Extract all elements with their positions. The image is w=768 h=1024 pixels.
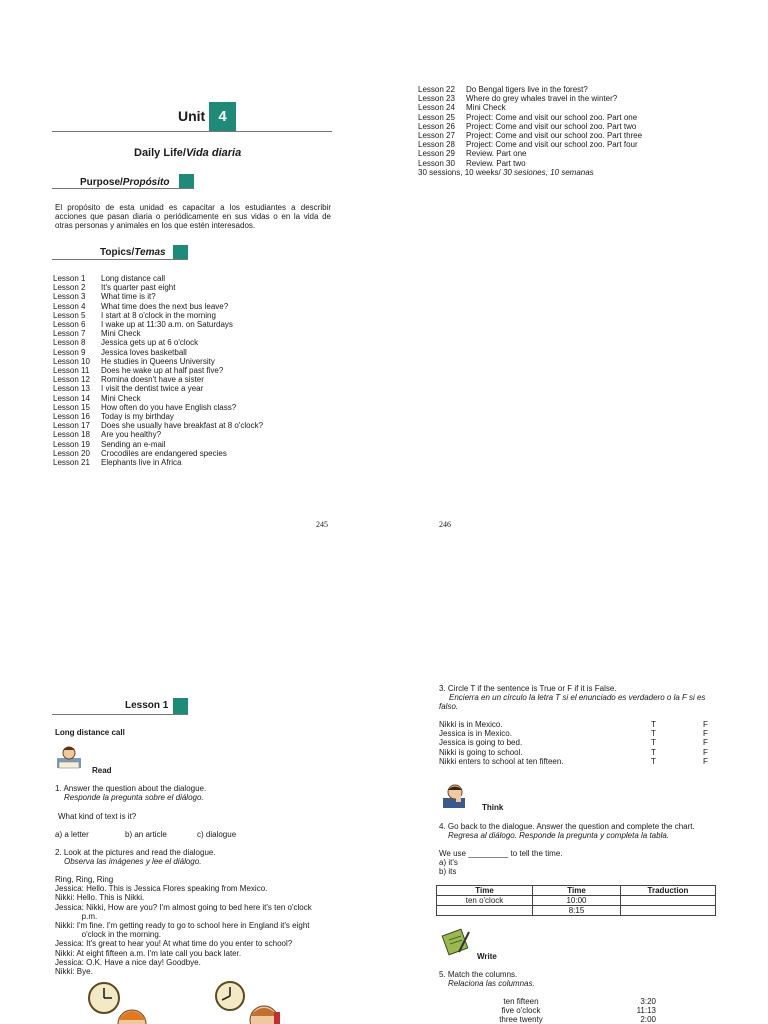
lesson-topic: Long distance call <box>101 274 166 283</box>
lesson-topic: I visit the dentist twice a year <box>101 384 204 394</box>
lesson-topic: Does he wake up at half past five? <box>101 366 224 376</box>
lesson-number: Lesson 15 <box>53 402 90 412</box>
lesson-topic: Are you healthy? <box>101 430 162 440</box>
purpose-es: Propósito <box>122 177 170 188</box>
write-icon <box>441 928 471 956</box>
q2-text: 2. Look at the pictures and read the dialogue. <box>55 848 216 857</box>
clock-illustration-right <box>210 980 298 1024</box>
tf-statement: Nikki is in Mexico. <box>439 720 503 729</box>
q3-text-es: Encierra en un círculo la letra T si el enunciado es verdadero o la F si es falso. <box>439 693 706 712</box>
list-item <box>53 458 263 467</box>
q3-text: 3. Circle T if the sentence is True or F if it is False. <box>439 684 617 693</box>
purpose-text: El propósito de esta unidad es capacitar a los estudiantes a describir acciones que pasan diaria o periódicamente en sus vidas o en la vida de otras personas y animales en los que estén interesados. <box>55 203 331 231</box>
lesson-topic: What time is it? <box>101 292 156 302</box>
dialogue-line: Nikki: At eight fifteen a.m. I'm late call you back later. <box>55 948 242 958</box>
lesson-number: Lesson 26 <box>418 121 455 131</box>
lesson-topic: Project: Come and visit our school zoo. Part two <box>466 121 637 131</box>
think-icon <box>441 782 469 810</box>
tf-statement: Nikki enters to school at ten fifteen. <box>439 756 564 766</box>
false-option[interactable]: F <box>703 738 708 748</box>
sessions-es: 30 sesiones, 10 semanas <box>502 167 594 177</box>
true-option[interactable]: T <box>651 729 656 739</box>
match-list <box>446 997 656 1024</box>
q1-option-c: c) dialogue <box>197 830 237 839</box>
dialogue-line: p.m. <box>55 911 98 921</box>
lesson-topic: How often do you have English class? <box>101 402 237 412</box>
lesson-number: Lesson 18 <box>53 430 90 440</box>
lesson-topic: Project: Come and visit our school zoo. Part four <box>466 140 638 150</box>
dialogue-line: Jessica: Nikki, How are you? I'm almost going to bed here it's ten o'clock <box>55 902 312 912</box>
list-item <box>53 421 263 430</box>
q4-option-b: b) its <box>439 867 457 876</box>
q1-option-b: b) an article <box>125 830 167 839</box>
match-left: five o'clock <box>501 1006 541 1016</box>
unit-label: Unit <box>178 108 206 124</box>
lesson-topic: Sending an e-mail <box>101 439 166 449</box>
list-item <box>53 384 263 393</box>
chart-cell <box>621 906 716 916</box>
dialogue <box>55 875 335 976</box>
lesson-number: Lesson 22 <box>418 85 455 94</box>
lesson-topic: Review. Part two <box>466 158 526 168</box>
lesson-number: Lesson 2 <box>53 283 86 293</box>
lesson-number: Lesson 12 <box>53 375 90 385</box>
chart-cell <box>621 896 716 906</box>
lesson-number: Lesson 23 <box>418 94 455 104</box>
read-label: Read <box>92 766 112 775</box>
list-item <box>53 412 263 421</box>
lesson-number: Lesson 17 <box>53 421 90 431</box>
unit-title-en: Daily Life/ <box>134 147 186 159</box>
page-246 <box>384 0 768 540</box>
list-item <box>418 85 642 94</box>
lesson-topic: Romina doesn't have a sister <box>101 375 204 385</box>
topics-rule <box>52 259 188 260</box>
chart-header-traduction: Traduction <box>621 886 716 896</box>
lesson-topic: Today is my birthday <box>101 412 174 422</box>
lesson-topic: Project: Come and visit our school zoo. Part three <box>466 131 643 141</box>
dialogue-line: Nikki: Bye. <box>55 967 93 977</box>
unit-rule <box>52 131 332 132</box>
q1-option-a: a) a letter <box>55 830 89 839</box>
lesson-number: Lesson 10 <box>53 356 90 366</box>
chart-cell: 8:15 <box>533 906 621 916</box>
lesson-topic: Mini Check <box>101 393 141 403</box>
lesson-number: Lesson 7 <box>53 329 86 339</box>
tf-row <box>439 729 708 738</box>
list-item <box>53 320 263 329</box>
match-left: ten fifteen <box>503 997 539 1006</box>
q5-text: 5. Match the columns. <box>439 970 518 979</box>
unit-title-es: Vida diaria <box>185 147 242 159</box>
lesson-number: Lesson 14 <box>53 393 90 403</box>
q5-text-es: Relaciona las columnas. <box>448 979 535 988</box>
lesson-number: Lesson 1 <box>53 274 86 283</box>
lesson-topic: It's quarter past eight <box>101 283 176 293</box>
list-item <box>53 348 263 357</box>
lesson-number: Lesson 25 <box>418 112 455 122</box>
list-item <box>53 430 263 439</box>
list-item <box>53 274 263 283</box>
page-lesson-1 <box>0 660 384 1024</box>
list-item <box>418 140 642 149</box>
lesson-number: Lesson 20 <box>53 448 90 458</box>
lesson-topic: Mini Check <box>466 103 506 113</box>
chart-cell: ten o'clock <box>437 896 533 906</box>
false-option[interactable]: F <box>703 756 708 766</box>
list-item <box>53 338 263 347</box>
lesson-topic: Project: Come and visit our school zoo. Part one <box>466 112 638 122</box>
lesson-marker <box>173 698 188 714</box>
tf-row <box>439 738 708 747</box>
false-option[interactable]: F <box>703 720 708 729</box>
page-number-246: 246 <box>439 520 451 529</box>
dialogue-line: Ring, Ring, Ring <box>55 875 114 884</box>
match-row <box>446 1006 656 1015</box>
think-label: Think <box>482 803 504 812</box>
write-label: Write <box>477 952 497 961</box>
lesson-title: Lesson 1 <box>125 700 169 711</box>
tf-statement: Jessica is going to bed. <box>439 738 523 748</box>
list-item <box>418 94 642 103</box>
unit-number: 4 <box>218 108 227 125</box>
lesson-topic: What time does the next bus leave? <box>101 301 229 311</box>
list-item <box>418 113 642 122</box>
lesson-topic: I wake up at 11:30 a.m. on Saturdays <box>101 320 233 330</box>
list-item <box>53 440 263 449</box>
dialogue-line: Jessica: O.K. Have a nice day! Goodbye. <box>55 957 201 967</box>
lesson-rule <box>52 714 188 715</box>
list-item <box>53 311 263 320</box>
unit-title <box>134 147 241 159</box>
purpose-en: Purpose/ <box>80 177 123 188</box>
tf-row <box>439 748 708 757</box>
chart-header-time-words: Time <box>437 886 533 896</box>
dialogue-line: Jessica: Hello. This is Jessica Flores speaking from Mexico. <box>55 884 268 894</box>
q1-question: What kind of text is it? <box>58 812 137 821</box>
chart-header-row <box>437 886 716 896</box>
false-option[interactable]: F <box>703 729 708 739</box>
lesson-number: Lesson 9 <box>53 347 86 357</box>
lesson-number: Lesson 30 <box>418 158 455 168</box>
lesson-number: Lesson 11 <box>53 366 90 376</box>
page-245 <box>0 0 384 540</box>
lesson-number: Lesson 5 <box>53 310 86 320</box>
match-row <box>446 997 656 1006</box>
true-option[interactable]: T <box>651 738 656 748</box>
lesson-topic: Jessica loves basketball <box>101 347 187 357</box>
purpose-rule <box>52 188 194 189</box>
dialogue-line: o'clock in the morning. <box>55 930 162 940</box>
list-item <box>418 131 642 140</box>
lesson-number: Lesson 3 <box>53 292 86 302</box>
chart-row <box>437 896 716 906</box>
lesson-subtitle: Long distance call <box>55 728 125 737</box>
true-false-list <box>439 720 708 766</box>
page-exercises <box>384 660 768 1024</box>
lesson-number: Lesson 16 <box>53 412 90 422</box>
q4-text: 4. Go back to the dialogue. Answer the question and complete the chart. <box>439 822 695 831</box>
topics-marker <box>173 245 188 259</box>
lesson-number: Lesson 4 <box>53 301 86 311</box>
lesson-topic: Mini Check <box>101 329 141 339</box>
q2-text-es: Observa las imágenes y lee el diálogo. <box>64 857 202 866</box>
lesson-topic: He studies in Queens University <box>101 356 215 366</box>
dialogue-line: Nikki: Hello. This is Nikki. <box>55 893 145 903</box>
lesson-topic: Crocodiles are endangered species <box>101 448 227 458</box>
tf-statement: Jessica is in Mexico. <box>439 729 512 739</box>
match-right: 2:00 <box>640 1015 656 1024</box>
purpose-marker <box>179 174 194 188</box>
unit-number-box <box>209 102 236 131</box>
sessions-line <box>418 168 642 177</box>
lesson-topic: Does she usually have breakfast at 8 o'clock? <box>101 421 264 431</box>
lesson-number: Lesson 6 <box>53 320 86 330</box>
topics-es: Temas <box>134 247 166 258</box>
tf-statement: Nikki is going to school. <box>439 747 523 757</box>
list-item <box>418 122 642 131</box>
list-item <box>53 329 263 338</box>
lesson-topic: Where do grey whales travel in the winter? <box>466 94 618 104</box>
list-item <box>418 103 642 112</box>
lesson-number: Lesson 21 <box>53 458 90 468</box>
match-left: three twenty <box>499 1015 543 1024</box>
lesson-number: Lesson 8 <box>53 338 86 348</box>
true-option[interactable]: T <box>651 720 656 729</box>
match-row <box>446 1015 656 1024</box>
true-option[interactable]: T <box>651 747 656 757</box>
q1-text-es: Responde la pregunta sobre el diálogo. <box>64 793 204 802</box>
lesson-number: Lesson 19 <box>53 439 90 449</box>
false-option[interactable]: F <box>703 747 708 757</box>
list-item <box>53 375 263 384</box>
match-right: 3:20 <box>640 997 656 1006</box>
lesson-topic: Elephants live in Africa <box>101 458 182 468</box>
match-right: 11:13 <box>636 1006 656 1016</box>
q1-text: 1. Answer the question about the dialogue. <box>55 784 207 793</box>
time-chart <box>436 885 716 916</box>
clock-illustration-left <box>84 980 160 1024</box>
tf-row <box>439 757 708 766</box>
chart-cell <box>437 906 533 916</box>
chart-row <box>437 906 716 916</box>
list-item <box>53 302 263 311</box>
list-item <box>53 357 263 366</box>
topics-list-2 <box>418 85 642 177</box>
list-item <box>53 292 263 301</box>
lesson-topic: I start at 8 o'clock in the morning <box>101 310 216 320</box>
lesson-number: Lesson 13 <box>53 384 90 394</box>
topics-list-1 <box>53 274 263 467</box>
tf-row <box>439 720 708 729</box>
list-item <box>53 283 263 292</box>
list-item <box>418 159 642 168</box>
lesson-topic: Do Bengal tigers live in the forest? <box>466 85 588 94</box>
purpose-heading <box>80 177 169 188</box>
page-number-245: 245 <box>316 520 328 529</box>
list-item <box>53 366 263 375</box>
q4-option-a: a) it's <box>439 858 458 867</box>
q4-text-es: Regresa al diálogo. Responde la pregunta y completa la tabla. <box>448 831 670 840</box>
lesson-number: Lesson 27 <box>418 131 455 141</box>
dialogue-line: Jessica: It's great to hear you! At what time do you enter to school? <box>55 939 293 949</box>
lesson-number: Lesson 28 <box>418 140 455 150</box>
true-option[interactable]: T <box>651 756 656 766</box>
list-item <box>53 403 263 412</box>
topics-heading <box>100 247 166 258</box>
lesson-topic: Review. Part one <box>466 149 527 159</box>
lesson-number: Lesson 24 <box>418 103 455 113</box>
chart-header-time-digits: Time <box>533 886 621 896</box>
list-item <box>53 449 263 458</box>
lesson-number: Lesson 29 <box>418 149 455 159</box>
q4-question: We use _________ to tell the time. <box>439 849 563 858</box>
topics-en: Topics/ <box>100 247 135 258</box>
chart-cell: 10:00 <box>533 896 621 906</box>
list-item <box>53 394 263 403</box>
dialogue-line: Nikki: I'm fine. I'm getting ready to go to school here in England it's eight <box>55 921 310 931</box>
sessions-en: 30 sessions, 10 weeks/ <box>418 167 503 177</box>
lesson-topic: Jessica gets up at 6 o'clock <box>101 338 199 348</box>
read-icon <box>55 744 85 772</box>
list-item <box>418 149 642 158</box>
